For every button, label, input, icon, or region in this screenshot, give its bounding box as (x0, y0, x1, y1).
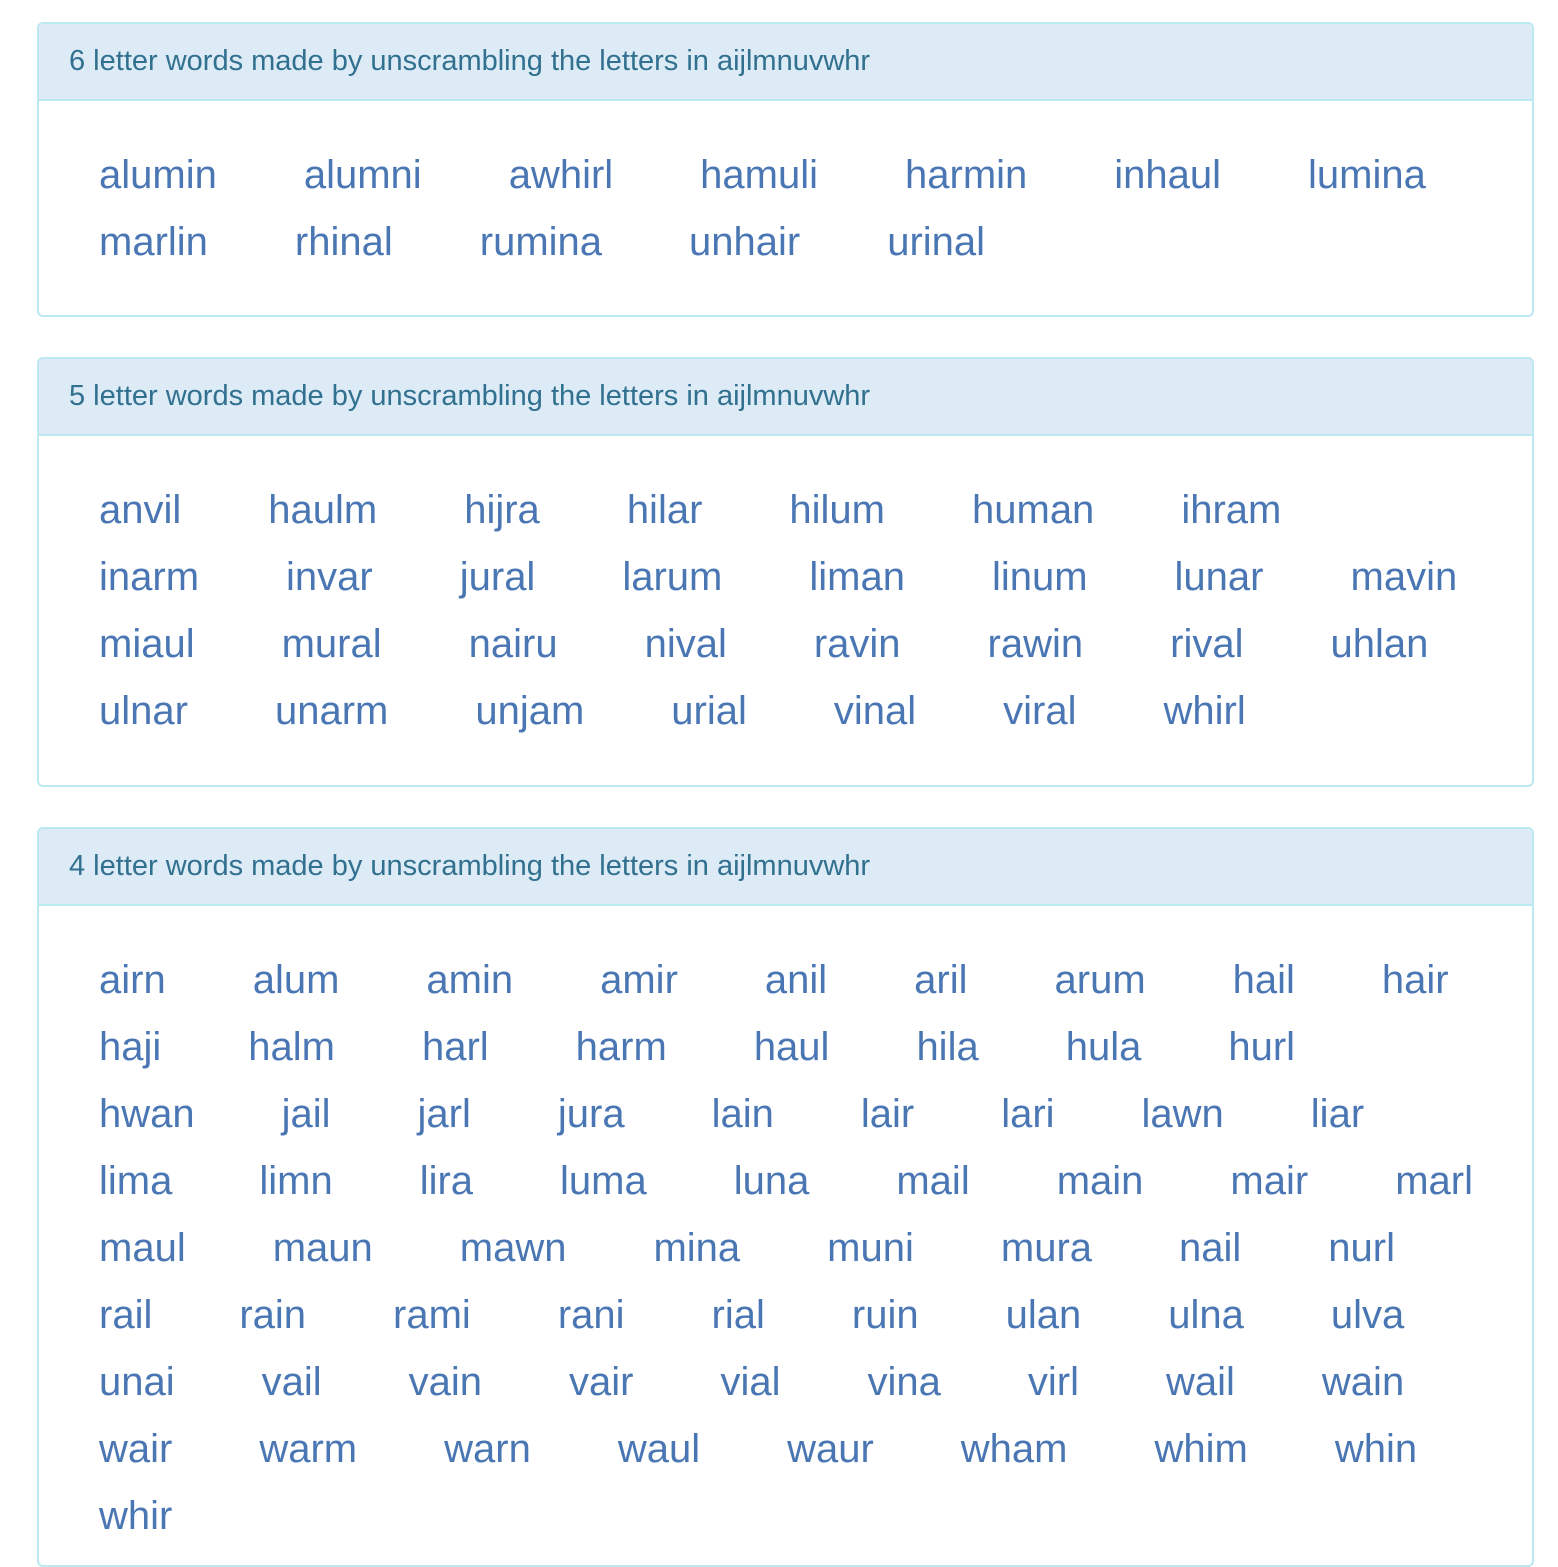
word-link[interactable]: nurl (1328, 1226, 1395, 1270)
word-link[interactable]: vial (720, 1360, 781, 1404)
word-link[interactable]: haji (99, 1025, 162, 1069)
word-link[interactable]: vail (261, 1360, 322, 1404)
word-link[interactable]: nail (1179, 1226, 1242, 1270)
word-link[interactable]: alumin (99, 153, 217, 197)
word-link[interactable]: rawin (987, 622, 1084, 666)
word-link[interactable]: wail (1166, 1360, 1235, 1404)
word-link[interactable]: aril (914, 958, 968, 1002)
word-link[interactable]: hamuli (700, 153, 819, 197)
word-link[interactable]: hula (1065, 1025, 1142, 1069)
word-link[interactable]: harl (421, 1025, 489, 1069)
word-link[interactable]: mina (653, 1226, 741, 1270)
word-link[interactable]: airn (99, 958, 166, 1002)
word-link[interactable]: rain (239, 1293, 307, 1337)
word-link[interactable]: warm (259, 1427, 358, 1471)
word-list (99, 947, 1532, 1550)
word-link[interactable]: larum (622, 555, 723, 599)
word-row (99, 142, 1532, 209)
word-link[interactable]: jail (281, 1092, 331, 1136)
word-link[interactable]: linum (991, 555, 1088, 599)
word-link[interactable]: nairu (468, 622, 558, 666)
word-link[interactable]: wair (99, 1427, 173, 1471)
word-link[interactable]: muni (827, 1226, 914, 1270)
word-link[interactable]: luma (560, 1159, 647, 1203)
word-link[interactable]: whir (99, 1494, 173, 1538)
word-link[interactable]: rumina (479, 220, 603, 264)
word-link[interactable]: warn (444, 1427, 531, 1471)
word-link[interactable]: waul (617, 1427, 701, 1471)
word-link[interactable]: unai (99, 1360, 175, 1404)
word-link[interactable]: marl (1395, 1159, 1473, 1203)
word-link[interactable]: unarm (274, 689, 389, 733)
word-link[interactable]: amin (426, 958, 514, 1002)
word-link[interactable]: harm (575, 1025, 667, 1069)
word-link[interactable]: rani (557, 1293, 625, 1337)
word-list (99, 477, 1532, 745)
word-link[interactable]: alum (252, 958, 340, 1002)
word-row (99, 1349, 1532, 1416)
word-link[interactable]: lawn (1141, 1092, 1224, 1136)
word-link[interactable]: rial (711, 1293, 765, 1337)
word-row (99, 477, 1532, 544)
word-row (99, 1282, 1532, 1349)
word-link[interactable]: anvil (99, 488, 182, 532)
word-link[interactable]: anil (764, 958, 828, 1002)
word-link[interactable]: whim (1154, 1427, 1248, 1471)
word-link[interactable]: hijra (464, 488, 540, 532)
word-link[interactable]: haulm (268, 488, 378, 532)
word-row (99, 1014, 1532, 1081)
word-link[interactable]: vair (569, 1360, 634, 1404)
word-row (99, 611, 1532, 678)
word-link[interactable]: awhirl (508, 153, 614, 197)
word-link[interactable]: mair (1230, 1159, 1309, 1203)
word-link[interactable]: invar (286, 555, 373, 599)
word-link[interactable]: jural (459, 555, 536, 599)
panel-heading-6-letter: 6 letter words made by unscrambling the letters in aijlmnuvwhr (39, 24, 1532, 101)
word-link[interactable]: vina (867, 1360, 941, 1404)
word-link[interactable]: lima (99, 1159, 173, 1203)
word-link[interactable]: inarm (99, 555, 200, 599)
word-link[interactable]: luna (733, 1159, 810, 1203)
word-link[interactable]: rhinal (294, 220, 393, 264)
word-link[interactable]: ulva (1330, 1293, 1405, 1337)
word-row (99, 1081, 1532, 1148)
word-link[interactable]: hilum (789, 488, 885, 532)
word-row (99, 678, 1532, 745)
word-link[interactable]: miaul (99, 622, 195, 666)
word-link[interactable]: nival (644, 622, 727, 666)
word-link[interactable]: rival (1170, 622, 1244, 666)
word-link[interactable]: vinal (833, 689, 917, 733)
word-link[interactable]: alumni (303, 153, 422, 197)
word-link[interactable]: mavin (1350, 555, 1458, 599)
word-row (99, 947, 1532, 1014)
word-link[interactable]: mawn (459, 1226, 567, 1270)
word-link[interactable]: lair (860, 1092, 915, 1136)
panel-body-6-letter (39, 101, 1532, 276)
word-link[interactable]: jarl (417, 1092, 471, 1136)
word-link[interactable]: urial (671, 689, 747, 733)
word-link[interactable]: jura (557, 1092, 625, 1136)
word-link[interactable]: vain (408, 1360, 483, 1404)
word-link[interactable]: lira (419, 1159, 474, 1203)
word-link[interactable]: whirl (1163, 689, 1246, 733)
word-link[interactable]: whin (1334, 1427, 1418, 1471)
word-link[interactable]: hurl (1228, 1025, 1296, 1069)
word-row (99, 209, 1532, 276)
word-link[interactable]: halm (248, 1025, 335, 1069)
word-link[interactable]: liman (809, 555, 905, 599)
word-link[interactable]: unhair (689, 220, 801, 264)
word-row (99, 544, 1532, 611)
word-link[interactable]: hwan (99, 1092, 195, 1136)
word-link[interactable]: viral (1003, 689, 1077, 733)
panel-body-5-letter (39, 436, 1532, 745)
word-row (99, 1416, 1532, 1483)
panel-heading-4-letter: 4 letter words made by unscrambling the letters in aijlmnuvwhr (39, 829, 1532, 906)
word-link[interactable]: ulna (1168, 1293, 1244, 1337)
word-link[interactable]: uhlan (1330, 622, 1429, 666)
word-link[interactable]: marlin (99, 220, 208, 264)
word-link[interactable]: ravin (813, 622, 901, 666)
word-link[interactable]: main (1056, 1159, 1144, 1203)
panel-4-letter (37, 827, 1534, 1567)
word-link[interactable]: waur (787, 1427, 874, 1471)
word-row (99, 1148, 1532, 1215)
word-link[interactable]: hail (1232, 958, 1295, 1002)
word-link[interactable]: mura (1000, 1226, 1093, 1270)
word-link[interactable]: mural (281, 622, 382, 666)
word-link[interactable]: hair (1381, 958, 1449, 1002)
word-link[interactable]: lumina (1308, 153, 1426, 197)
word-link[interactable]: lari (1001, 1092, 1055, 1136)
panel-5-letter (37, 357, 1534, 787)
word-link[interactable]: inhaul (1114, 153, 1222, 197)
word-link[interactable]: hilar (626, 488, 703, 532)
word-link[interactable]: ulnar (99, 689, 188, 733)
word-link[interactable]: ruin (851, 1293, 919, 1337)
panel-heading-5-letter: 5 letter words made by unscrambling the letters in aijlmnuvwhr (39, 359, 1532, 436)
word-link[interactable]: hila (916, 1025, 979, 1069)
word-link[interactable]: liar (1310, 1092, 1365, 1136)
word-link[interactable]: urinal (887, 220, 986, 264)
word-link[interactable]: amir (600, 958, 678, 1002)
word-link[interactable]: mail (896, 1159, 970, 1203)
word-link[interactable]: maul (99, 1226, 186, 1270)
word-link[interactable]: arum (1054, 958, 1146, 1002)
word-link[interactable]: unjam (475, 689, 585, 733)
word-link[interactable]: wham (960, 1427, 1068, 1471)
word-link[interactable]: human (972, 488, 1095, 532)
word-row (99, 1483, 1532, 1550)
word-link[interactable]: lunar (1174, 555, 1264, 599)
word-link[interactable]: limn (259, 1159, 333, 1203)
panel-6-letter (37, 22, 1534, 317)
panel-body-4-letter (39, 906, 1532, 1550)
word-list (99, 142, 1532, 276)
word-link[interactable]: maun (272, 1226, 373, 1270)
word-row (99, 1215, 1532, 1282)
word-link[interactable]: lain (711, 1092, 774, 1136)
word-link[interactable]: rail (99, 1293, 153, 1337)
word-link[interactable]: ulan (1005, 1293, 1082, 1337)
word-link[interactable]: virl (1027, 1360, 1080, 1404)
word-link[interactable]: rami (393, 1293, 471, 1337)
word-link[interactable]: wain (1321, 1360, 1405, 1404)
word-link[interactable]: harmin (905, 153, 1028, 197)
word-link[interactable]: haul (753, 1025, 830, 1069)
word-link[interactable]: ihram (1181, 488, 1282, 532)
